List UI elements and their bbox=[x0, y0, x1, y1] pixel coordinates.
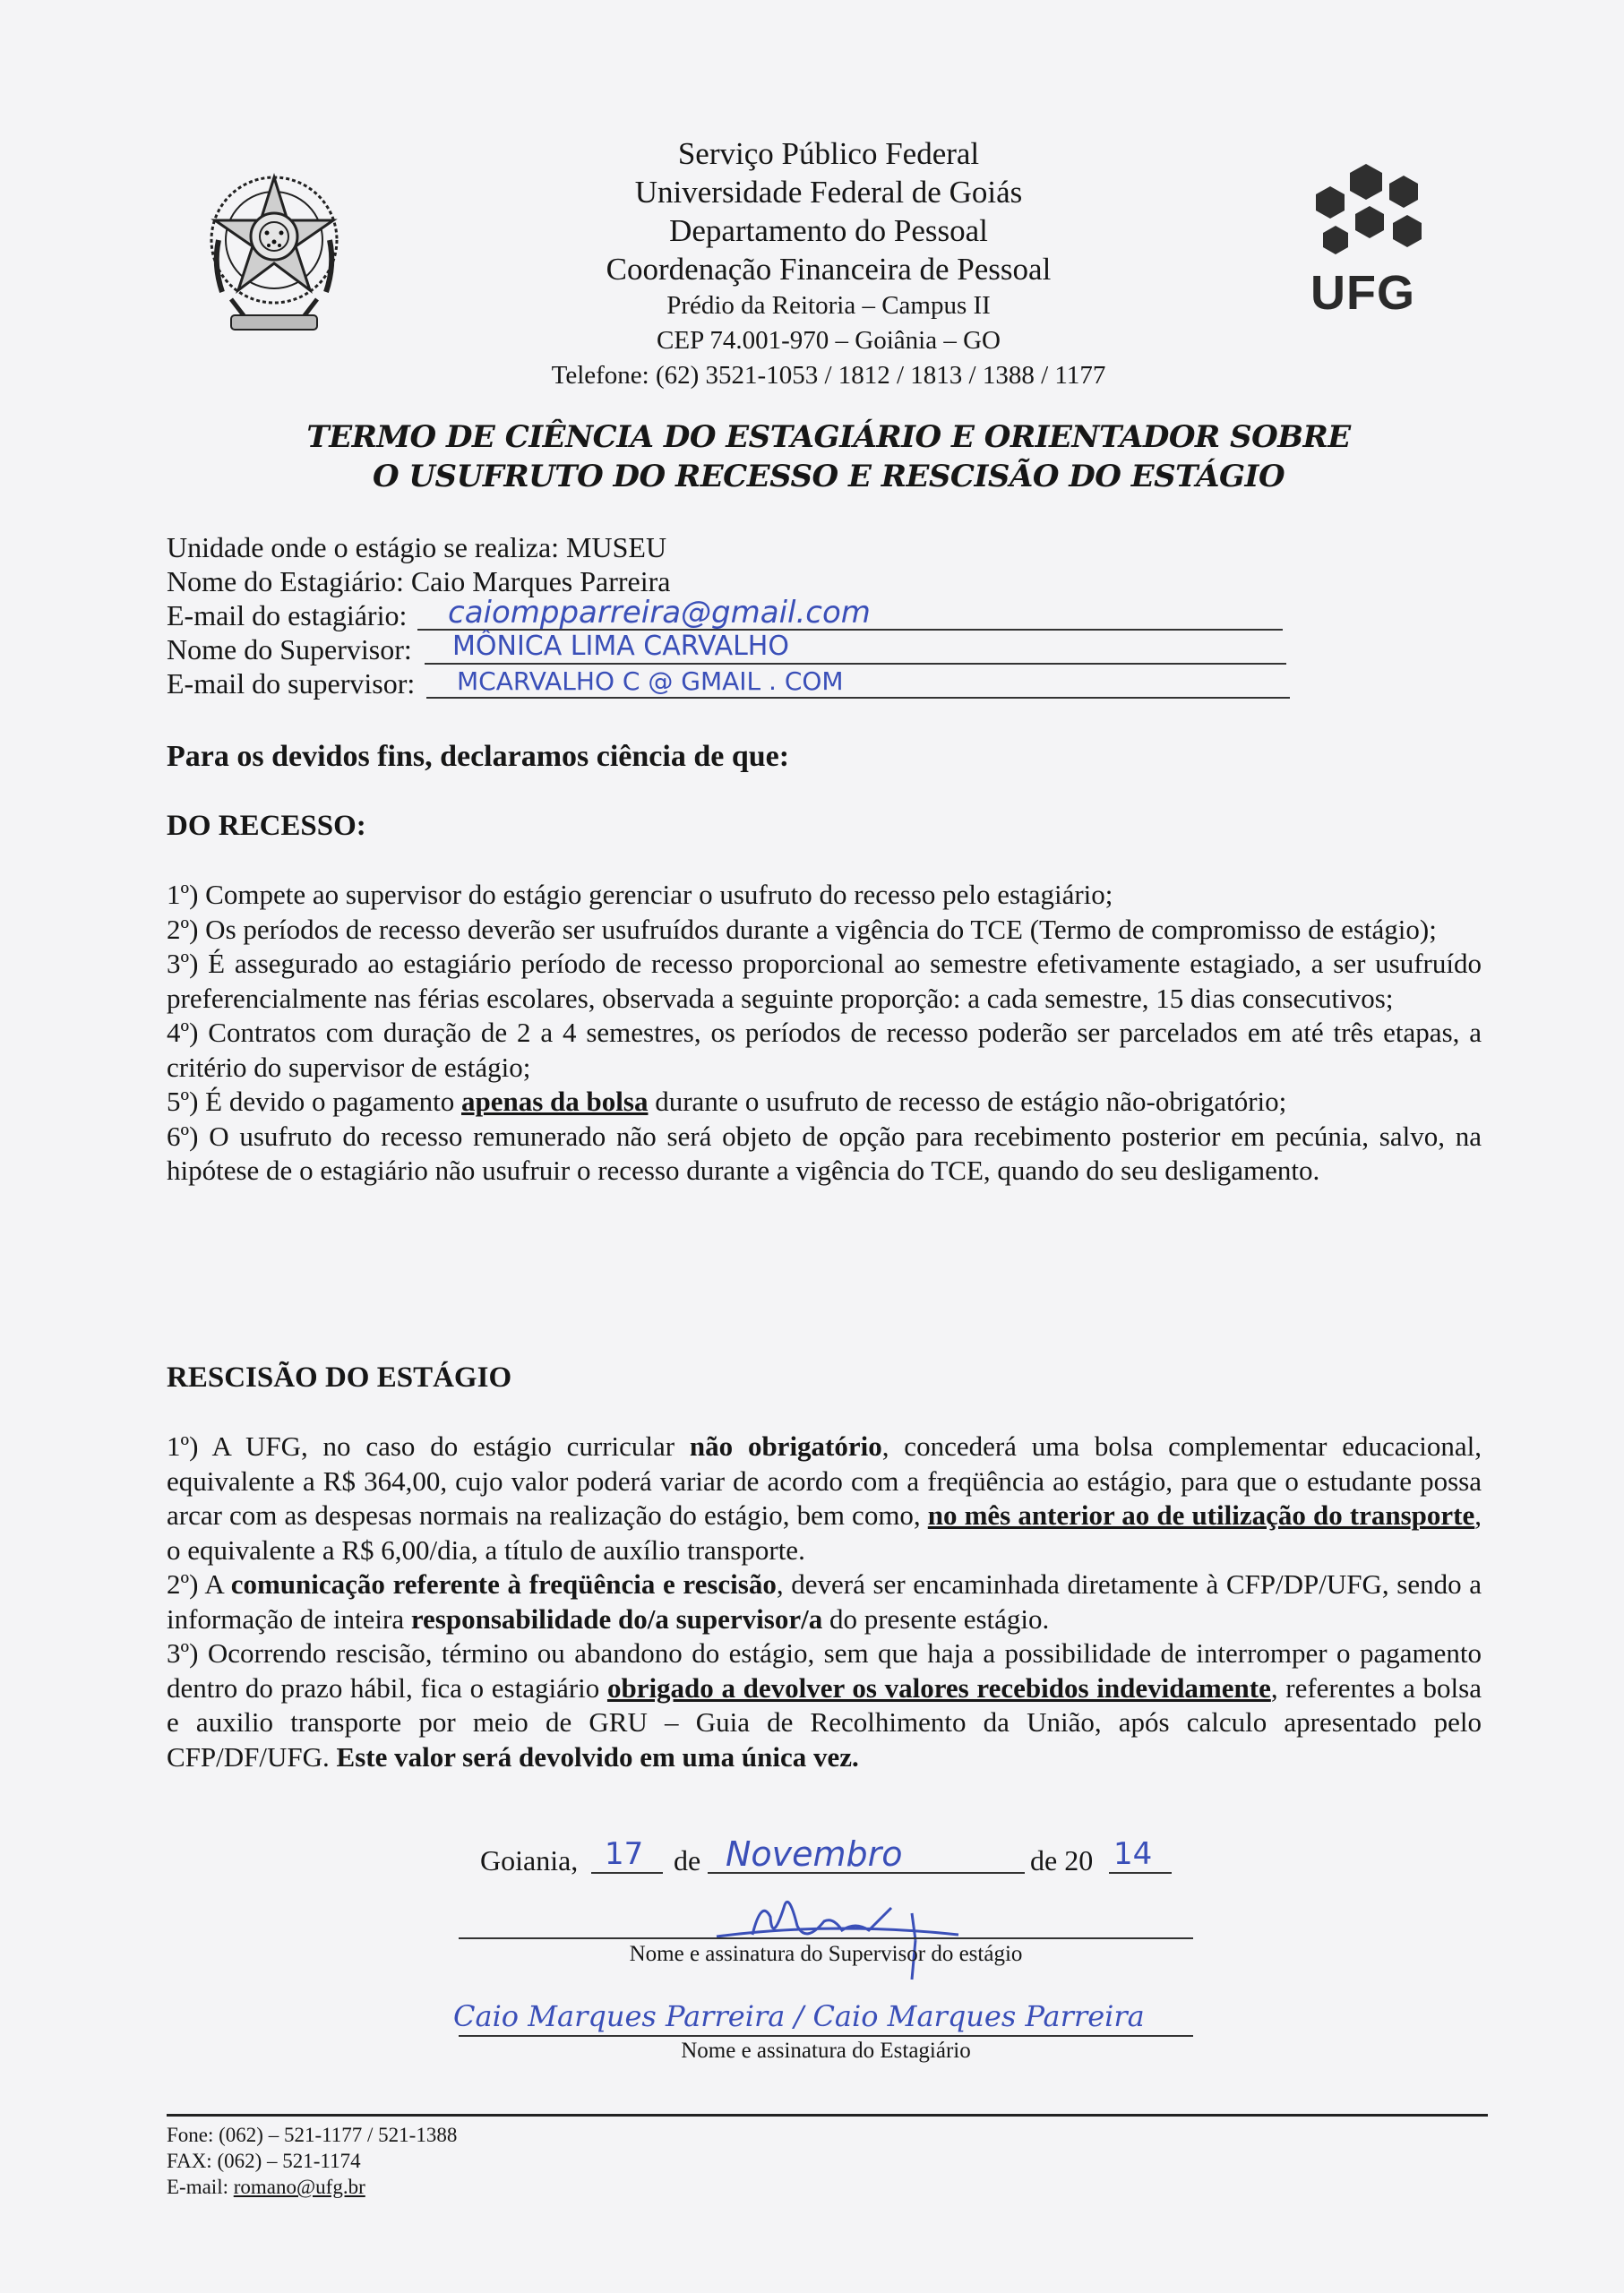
unidade-line: Unidade onde o estágio se realiza: MUSEU bbox=[167, 531, 667, 563]
title-line-1: TERMO DE CIÊNCIA DO ESTAGIÁRIO E ORIENTADOR SOBRE bbox=[306, 419, 1351, 455]
recesso-item-5-bold: apenas da bolsa bbox=[461, 1086, 649, 1117]
header-line-2: Universidade Federal de Goiás bbox=[634, 175, 1023, 210]
email-supervisor-underline bbox=[426, 697, 1290, 699]
footer-fax: FAX: (062) – 521-1174 bbox=[167, 2150, 361, 2172]
rescisao-2-bold-2: responsabilidade do/a supervisor/a bbox=[410, 1602, 823, 1635]
recesso-item-5 bbox=[167, 1085, 1482, 1120]
rescisao-items bbox=[167, 1430, 1482, 1774]
supervisor-signature-line bbox=[459, 1937, 1193, 1939]
header-line-6: CEP 74.001-970 – Goiânia – GO bbox=[657, 326, 1001, 355]
email-estagiario-label: E-mail do estagiário: bbox=[167, 599, 408, 631]
recesso-item-3: 3º) É assegurado ao estagiário período de recesso proporcional ao semestre efetivamente estagiado, a ser usufruído preferencialmente nas férias escolares, observada a seguinte proporção: a cada semestre, 15 dias consecutivos; bbox=[167, 948, 1482, 1014]
date-day-underline bbox=[591, 1872, 663, 1874]
date-year-underline bbox=[1109, 1872, 1172, 1874]
rescisao-2-e: do presente estágio. bbox=[822, 1602, 1050, 1635]
recesso-item-2: 2º) Os períodos de recesso deverão ser usufruídos durante a vigência do TCE (Termo de compromisso de estágio); bbox=[167, 913, 1437, 945]
date-month-field[interactable]: Novembro bbox=[726, 1834, 903, 1874]
supervisor-caption: Nome e assinatura do Supervisor do estágio bbox=[629, 1942, 1023, 1966]
recesso-heading: DO RECESSO: bbox=[167, 810, 366, 842]
declaration-heading: Para os devidos fins, declaramos ciência de que: bbox=[167, 740, 790, 773]
recesso-item-5-a: 5º) É devido o pagamento bbox=[167, 1086, 461, 1117]
recesso-items bbox=[167, 878, 1482, 1189]
rescisao-1-bold: não obrigatório bbox=[689, 1430, 882, 1462]
header-line-5: Prédio da Reitoria – Campus II bbox=[666, 291, 991, 320]
header-line-4: Coordenação Financeira de Pessoal bbox=[606, 252, 1052, 287]
supervisor-signature bbox=[699, 1881, 967, 1988]
rescisao-2-bold: comunicação referente à freqüência e rescisão bbox=[230, 1568, 777, 1600]
rescisao-3-bold: Este valor será devolvido em uma única vez. bbox=[336, 1740, 859, 1773]
email-supervisor-label: E-mail do supervisor: bbox=[167, 667, 416, 700]
date-day-field[interactable]: 17 bbox=[605, 1836, 644, 1872]
rescisao-2-c: , deverá ser encaminhada diretamente à CFP/DP/UFG, sendo a informação de inteira bbox=[167, 1568, 1482, 1635]
rescisao-1-underlined: no mês anterior ao de utilização do transporte bbox=[927, 1499, 1475, 1531]
nome-supervisor-underline bbox=[425, 663, 1286, 665]
recesso-item-6: 6º) O usufruto do recesso remunerado não será objeto de opção para recebimento posterior em pecúnia, salvo, na hipótese de o estagiário não usufruir o recesso durante a vigência do TCE, quando do seu desligamento. bbox=[167, 1120, 1482, 1186]
rescisao-3-a: 3º) Ocorrendo rescisão, término ou abandono do estágio, sem que haja a possibilidade de interromper o pagamento dentro do prazo hábil, fica o estagiário bbox=[167, 1637, 1482, 1704]
student-signature-line bbox=[459, 2035, 1193, 2037]
footer-email-label: E-mail: bbox=[167, 2176, 234, 2198]
document-title bbox=[269, 417, 1388, 496]
rescisao-item-2 bbox=[167, 1567, 1482, 1636]
email-supervisor-field[interactable]: MCARVALHO C @ GMAIL . COM bbox=[457, 666, 844, 696]
recesso-item-5-c: durante o usufruto de recesso de estágio não-obrigatório; bbox=[648, 1086, 1287, 1117]
header-line-3: Departamento do Pessoal bbox=[669, 213, 988, 248]
ufg-logo bbox=[1303, 159, 1438, 321]
footer bbox=[167, 2114, 1488, 2200]
rescisao-3-underlined: obrigado a devolver os valores recebidos indevidamente bbox=[606, 1671, 1271, 1704]
email-estagiario-field[interactable]: caiompparreira@gmail.com bbox=[448, 595, 871, 631]
footer-text bbox=[167, 2122, 1488, 2200]
letterhead bbox=[358, 134, 1299, 393]
rescisao-1-e: , o equivalente a R$ 6,00/dia, a título de auxílio transporte. bbox=[167, 1499, 1482, 1566]
footer-fone: Fone: (062) – 521-1177 / 521-1388 bbox=[167, 2124, 458, 2146]
nome-supervisor-label: Nome do Supervisor: bbox=[167, 633, 412, 666]
date-year-field[interactable]: 14 bbox=[1113, 1836, 1153, 1872]
date-de-2: de 20 bbox=[1030, 1844, 1094, 1876]
title-line-2: O USUFRUTO DO RECESSO E RESCISÃO DO ESTÁGIO bbox=[372, 459, 1285, 494]
header-line-1: Serviço Público Federal bbox=[677, 136, 980, 171]
footer-divider bbox=[167, 2114, 1488, 2117]
student-caption: Nome e assinatura do Estagiário bbox=[681, 2039, 971, 2063]
footer-email-link[interactable]: romano@ufg.br bbox=[233, 2176, 365, 2198]
rescisao-item-1 bbox=[167, 1430, 1482, 1567]
rescisao-3-c: , referentes a bolsa e auxilio transporte por meio de GRU – Guia de Recolhimento da União, após calculo apresentado pelo CFP/DF/UFG. bbox=[167, 1671, 1482, 1773]
nome-estagiario-line: Nome do Estagiário: Caio Marques Parreira bbox=[167, 565, 671, 597]
rescisao-1-c: , concederá uma bolsa complementar educacional, equivalente a R$ 364,00, cujo valor poderá variar de acordo com a freqüência ao estágio, para que o estudante possa arcar com as despesas normais na realização do estágio, bem como, bbox=[167, 1430, 1482, 1531]
rescisao-1-a: 1º) A UFG, no caso do estágio curricular bbox=[167, 1430, 690, 1462]
rescisao-2-a: 2º) A bbox=[167, 1568, 231, 1600]
coat-of-arms-icon bbox=[195, 158, 353, 349]
recesso-item-4: 4º) Contratos com duração de 2 a 4 semestres, os períodos de recesso poderão ser parcelados em até três etapas, a critério do supervisor de estágio; bbox=[167, 1017, 1482, 1083]
rescisao-heading: RESCISÃO DO ESTÁGIO bbox=[167, 1361, 512, 1394]
rescisao-item-3 bbox=[167, 1636, 1482, 1774]
date-city: Goiania, bbox=[480, 1844, 579, 1876]
header-line-7: Telefone: (62) 3521-1053 / 1812 / 1813 / 1388 / 1177 bbox=[551, 361, 1106, 390]
nome-supervisor-field[interactable]: MÔNICA LIMA CARVALHO bbox=[452, 631, 789, 662]
recesso-item-1: 1º) Compete ao supervisor do estágio gerenciar o usufruto do recesso pelo estagiário; bbox=[167, 879, 1113, 910]
ufg-logo-text: UFG bbox=[1310, 266, 1415, 320]
date-de-1: de bbox=[674, 1844, 701, 1876]
student-signature[interactable]: Caio Marques Parreira / Caio Marques Parreira bbox=[453, 1999, 1145, 2033]
footer-email-line bbox=[167, 2174, 1488, 2200]
